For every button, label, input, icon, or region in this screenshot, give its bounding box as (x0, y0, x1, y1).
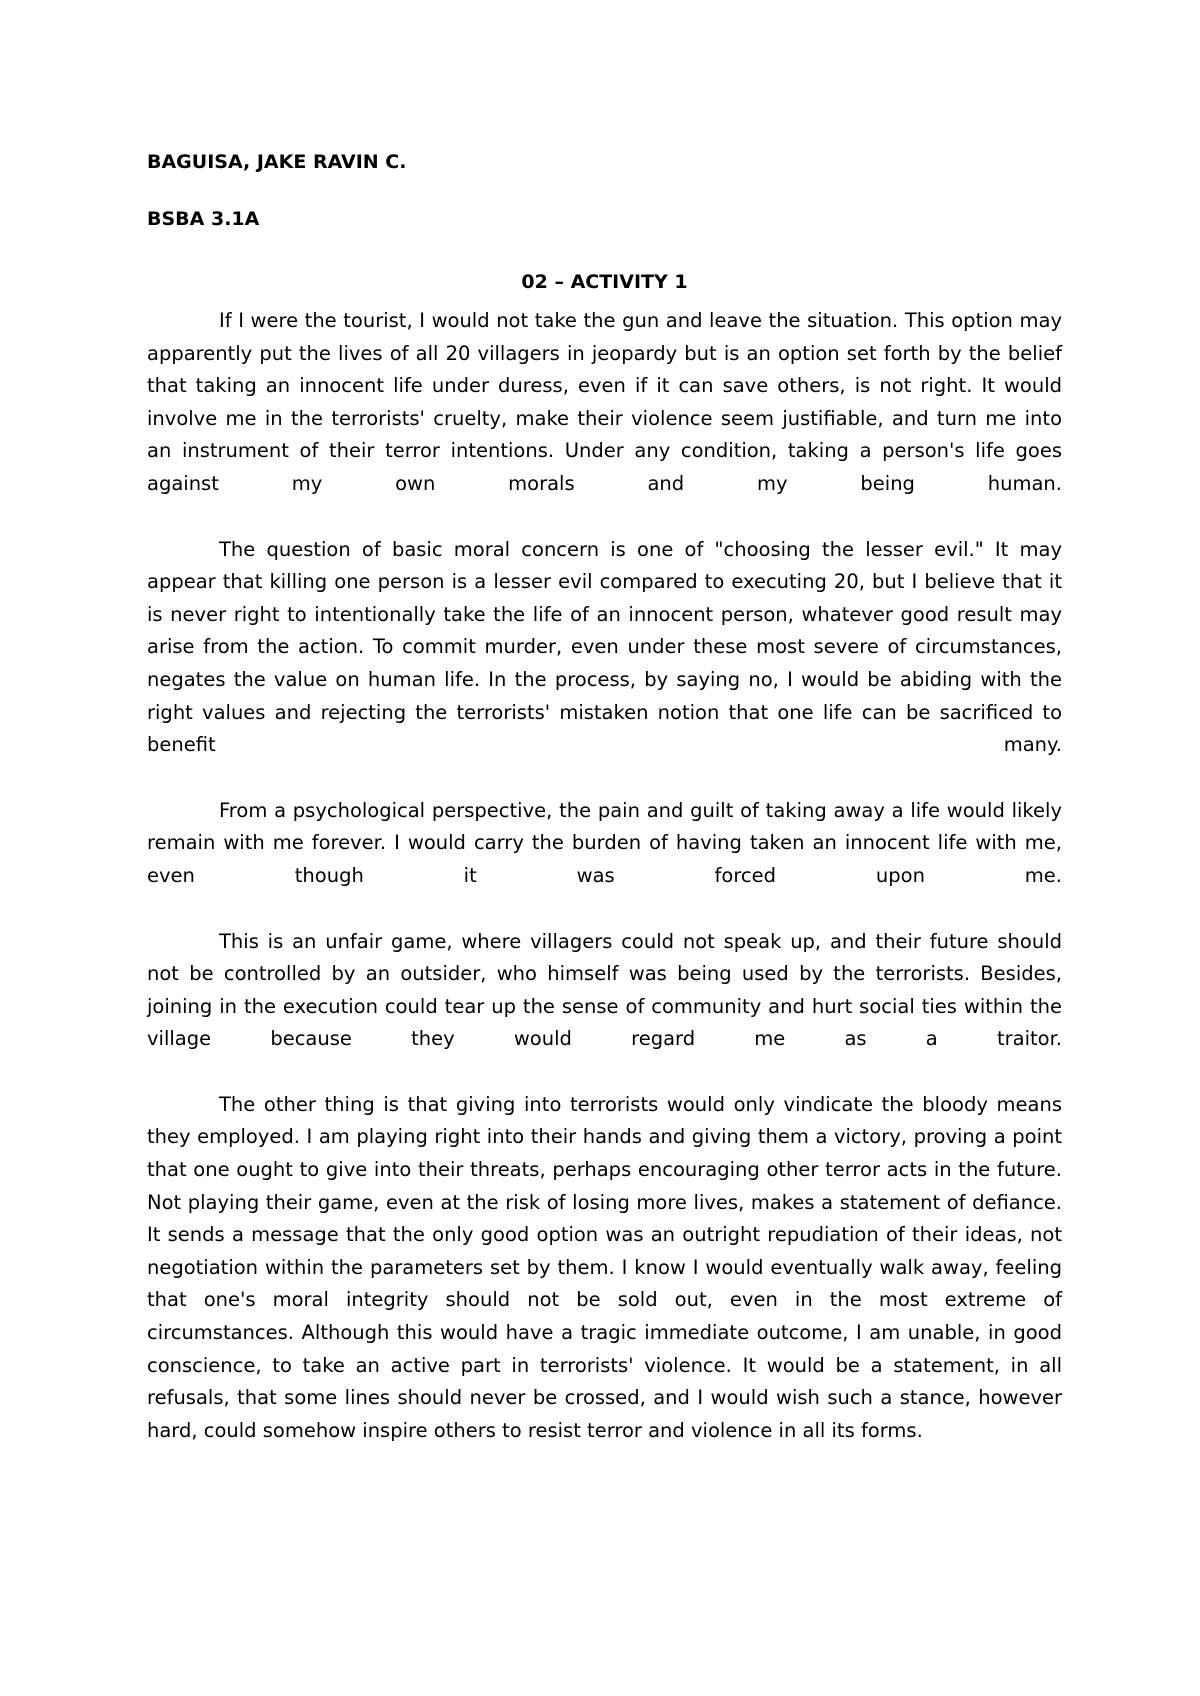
paragraph-1: If I were the tourist, I would not take the gun and leave the situation. This option may apparently put the lives of all 20 villagers in jeopardy but is an option set forth by the belief that taking an innocent life under duress, even if it can save others, is not right. It would involve me in the terrorists' cruelty, make their violence seem justifiable, and turn me into an instrument of their terror intentions. Under any condition, taking a person's life goes against my own morals and my being human. (147, 309, 1062, 495)
paragraph-5: The other thing is that giving into terrorists would only vindicate the bloody means they employed. I am playing right into their hands and giving them a victory, proving a point that one ought to give into their threats, perhaps encouraging other terror acts in the future. Not playing their game, even at the risk of losing more lives, makes a statement of defiance. It sends a message that the only good option was an outright repudiation of their ideas, not negotiation within the parameters set by them. I know I would eventually walk away, feeling that one's moral integrity should not be sold out, even in the most extreme of circumstances. Although this would have a tragic immediate outcome, I am unable, in good conscience, to take an active part in terrorists' violence. It would be a statement, in all refusals, that some lines should never be crossed, and I would wish such a stance, however hard, could somehow inspire others to resist terror and violence in all its forms. (147, 1092, 1062, 1442)
document-body (147, 305, 1062, 1447)
student-name: BAGUISA, JAKE RAVIN C. (147, 151, 407, 173)
document-title: 02 – ACTIVITY 1 (521, 271, 688, 293)
paragraph-3: From a psychological perspective, the pain and guilt of taking away a life would likely remain with me forever. I would carry the burden of having taken an innocent life with me, even though it was forced upon me. (147, 798, 1062, 887)
paragraph-2: The question of basic moral concern is one of "choosing the lesser evil." It may appear that killing one person is a lesser evil compared to executing 20, but I believe that it is never right to intentionally take the life of an innocent person, whatever good result may arise from the action. To commit murder, even under these most severe of circumstances, negates the value on human life. In the process, by saying no, I would be abiding with the right values and rejecting the terrorists' mistaken notion that one life can be sacrificed to benefit many. (147, 537, 1062, 757)
paragraph-4: This is an unfair game, where villagers could not speak up, and their future should not be controlled by an outsider, who himself was being used by the terrorists. Besides, joining in the execution could tear up the sense of community and hurt social ties within the village because they would regard me as a traitor. (147, 929, 1062, 1051)
section-code: BSBA 3.1A (147, 208, 260, 230)
